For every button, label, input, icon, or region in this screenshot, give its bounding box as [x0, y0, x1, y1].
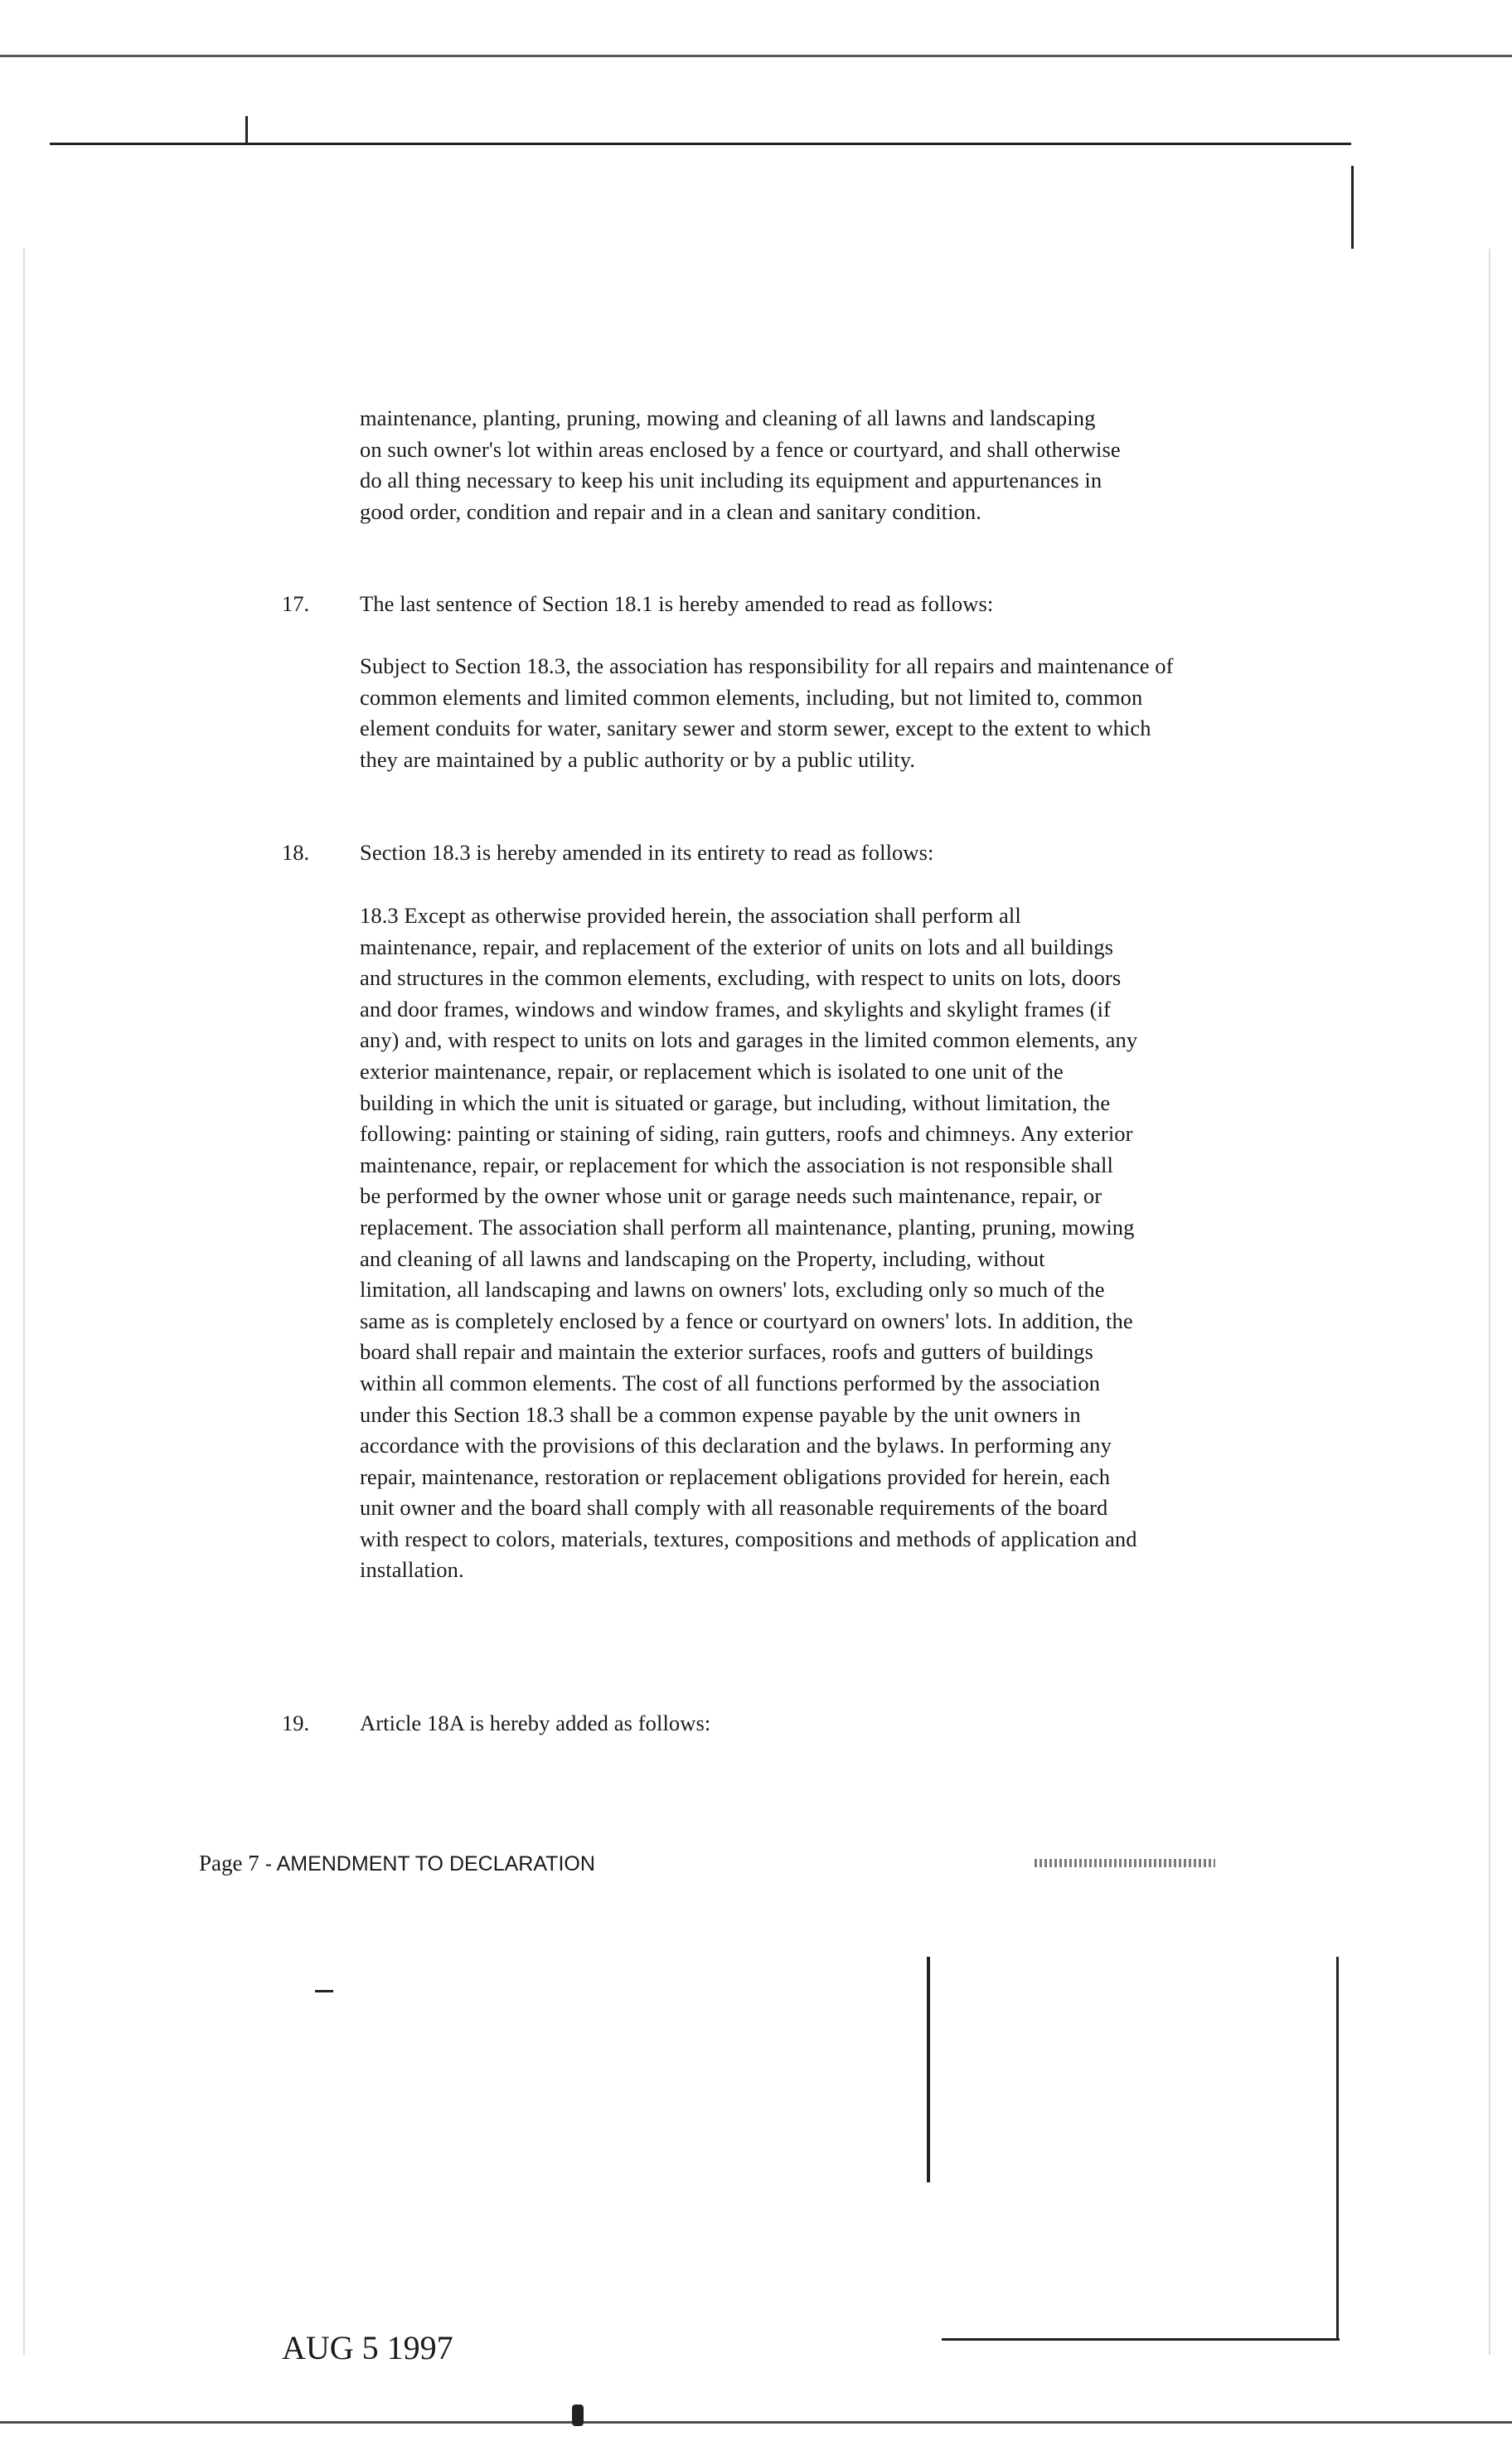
scan-vertical-bracket — [927, 1957, 930, 2182]
scan-dash — [315, 1990, 333, 1992]
item-17-body-text: Subject to Section 18.3, the association has responsibility for all repairs and maintenance of common elements and limited common elements, including, but not limited to, common element conduits for water, sanitary sewer and storm sewer, except to the extent to which they are maintained by a public authority or by a public utility. — [360, 653, 1174, 772]
scan-bottom-blob — [572, 2405, 584, 2426]
scan-bottom-right-line — [942, 2338, 1340, 2341]
scan-top-edge-line — [0, 55, 1512, 57]
continuation-text: maintenance, planting, pruning, mowing and cleaning of all lawns and landscaping on such owner's lot within areas enclosed by a fence or courtyard, and shall otherwise do all thing necessary to keep his unit including its equipment and appurtenances in good order, condition and repair and in a clean and sanitary condition. — [360, 405, 1121, 524]
continuation-paragraph — [360, 403, 1122, 527]
scan-top-bracket — [245, 116, 248, 144]
scan-right-border — [1351, 166, 1354, 249]
scan-right-margin-line — [1489, 249, 1490, 2355]
item-17-heading — [360, 589, 1272, 620]
faint-stamp-code — [1035, 1859, 1215, 1867]
item-17-number: 17. — [282, 591, 310, 616]
scan-bottom-edge-line — [0, 2421, 1512, 2424]
footer-title: - AMENDMENT TO DECLARATION — [264, 1852, 595, 1876]
item-18-heading — [360, 837, 1272, 869]
item-17-heading-text: The last sentence of Section 18.1 is hereby amended to read as follows: — [360, 591, 994, 616]
item-19-heading — [360, 1708, 1272, 1740]
recording-date-stamp: AUG 5 1997 — [282, 2329, 453, 2366]
item-18-body — [360, 900, 1139, 1586]
scan-left-margin-line — [23, 249, 25, 2355]
item-18-body-text: 18.3 Except as otherwise provided herein, the association shall perform all maintenance, repair, and replacement of the exterior of units on lots and all buildings and structures in the common elements, excluding, with respect to units on lots, doors and door frames, windows and window frames, and skylights and skylight frames (if any) and, with respect to units on lots and garages in the limited common elements, any exterior maintenance, repair, or replacement which is isolated to one unit of the building in which the unit is situated or garage, but including, without limitation, the following: painting or staining of siding, rain gutters, roofs and chimneys. Any exterior maintenance, repair, or replacement for which the association is not responsible shall be performed by the owner whose unit or garage needs such maintenance, repair, or replacement. The association shall perform all maintenance, planting, pruning, mowing and cleaning of all lawns and landscaping on the Property, including, without limitation, all landscaping and lawns on owners' lots, excluding only so much of the same as is completely enclosed by a fence or courtyard on owners' lots. In addition, the board shall repair and maintain the exterior surfaces, roofs and gutters of buildings within all common elements. The cost of all functions performed by the association under this Section 18.3 shall be a common expense payable by the unit owners in accordance with the provisions of this declaration and the bylaws. In performing any repair, maintenance, restoration or replacement obligations provided for herein, each unit owner and the board shall comply with all reasonable requirements of the board with respect to colors, materials, textures, compositions and methods of application and installation. — [360, 903, 1138, 1583]
item-18-number: 18. — [282, 840, 310, 865]
page-footer — [199, 1851, 595, 1876]
page-number: Page 7 — [199, 1851, 259, 1876]
scan-bottom-right-bracket — [1336, 1957, 1339, 2338]
item-18-heading-text: Section 18.3 is hereby amended in its entirety to read as follows: — [360, 840, 934, 865]
item-19-heading-text: Article 18A is hereby added as follows: — [360, 1711, 711, 1735]
item-17-body — [360, 651, 1189, 775]
item-19-number: 19. — [282, 1711, 310, 1735]
